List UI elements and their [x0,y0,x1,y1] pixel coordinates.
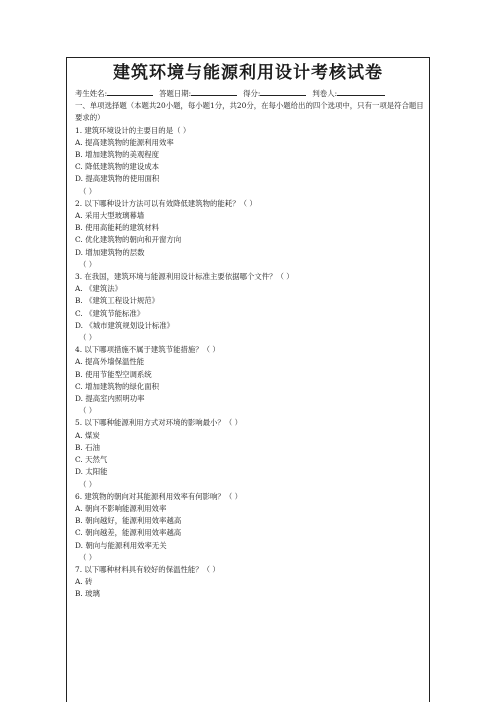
name-field [75,88,153,100]
option-c[interactable]: C. 天然气 [75,455,108,465]
option-c[interactable]: C. 优化建筑物的朝向和开窗方向 [75,235,182,245]
question-5 [75,417,425,490]
question-4 [75,344,425,417]
option-b[interactable]: B. 玻璃 [75,589,100,599]
option-a[interactable]: A. 砖 [75,577,93,587]
option-c[interactable]: C. 朝向越差，能源利用效率越高 [75,528,182,538]
option-a[interactable]: A. 提高外墙保温性能 [75,357,145,367]
question-stem: 4. 以下哪项措施不属于建筑节能措施？（ ） [75,345,220,355]
option-d[interactable]: D. 太阳能 [75,467,108,477]
option-b[interactable]: B. 增加建筑物的美观程度 [75,150,160,160]
answer-blank[interactable]: （ ） [79,259,97,269]
option-a[interactable]: A. 提高建筑物的能源利用效率 [75,137,174,147]
answer-blank[interactable]: （ ） [79,479,97,489]
option-a[interactable]: A. 朝向不影响能源利用效率 [75,503,167,513]
grader-field [312,88,385,100]
question-7 [75,564,425,601]
option-b[interactable]: B. 使用节能型空调系统 [75,369,152,379]
option-d[interactable]: D. 增加建筑物的层数 [75,247,145,257]
question-stem: 1. 建筑环境设计的主要目的是（ ） [75,125,191,135]
option-d[interactable]: D. 提高室内照明功率 [75,394,145,404]
exam-content [75,88,425,601]
grader-label: 判卷人: [312,89,338,98]
question-stem: 5. 以下哪种能源利用方式对环境的影响最小？（ ） [75,418,242,428]
answer-blank[interactable]: （ ） [79,186,97,196]
option-a[interactable]: A. 《建筑法》 [75,284,122,294]
question-stem: 2. 以下哪种设计方法可以有效降低建筑物的能耗？（ ） [75,198,257,208]
option-c[interactable]: C. 降低建筑物的建设成本 [75,162,159,172]
score-blank[interactable] [260,88,306,96]
grader-blank[interactable] [337,88,385,96]
section-description: 一、单项选择题（本题共20小题，每小题1分，共20分，在每小题给出的四个选项中，只有一项是符合题目要求的） [75,101,424,123]
answer-blank[interactable]: （ ） [79,552,97,562]
option-a[interactable]: A. 煤炭 [75,430,100,440]
option-b[interactable]: B. 《建筑工程设计规范》 [75,296,160,306]
question-6 [75,491,425,564]
option-b[interactable]: B. 朝向越好，能源利用效率越高 [75,516,182,526]
name-label: 考生姓名: [75,89,108,98]
option-c[interactable]: C. 增加建筑物的绿化面积 [75,381,159,391]
answer-blank[interactable]: （ ） [79,406,97,416]
question-1 [75,125,425,198]
option-a[interactable]: A. 采用大型玻璃幕墙 [75,211,145,221]
option-d[interactable]: D. 《城市建筑规划设计标准》 [75,320,175,330]
score-field [243,88,306,100]
question-2 [75,198,425,271]
date-label: 答题日期: [159,89,192,98]
option-d[interactable]: D. 朝向与能源利用效率无关 [75,540,167,550]
exam-title: 建筑环境与能源利用设计考核试卷 [113,63,383,83]
date-blank[interactable] [191,88,237,96]
name-blank[interactable] [107,88,153,96]
question-stem: 3. 在我国，建筑环境与能源利用设计标准主要依据哪个文件？（ ） [75,272,294,282]
question-3 [75,271,425,344]
option-b[interactable]: B. 石油 [75,442,100,452]
date-field [159,88,237,100]
option-c[interactable]: C. 《建筑节能标准》 [75,308,145,318]
question-stem: 6. 建筑物的朝向对其能源利用效率有何影响？（ ） [75,491,242,501]
option-d[interactable]: D. 提高建筑物的使用面积 [75,174,160,184]
score-label: 得分: [243,89,261,98]
option-b[interactable]: B. 使用高能耗的建筑材料 [75,223,160,233]
answer-blank[interactable]: （ ） [79,333,97,343]
candidate-info-row [75,88,425,100]
question-stem: 7. 以下哪种材料具有较好的保温性能？（ ） [75,564,220,574]
